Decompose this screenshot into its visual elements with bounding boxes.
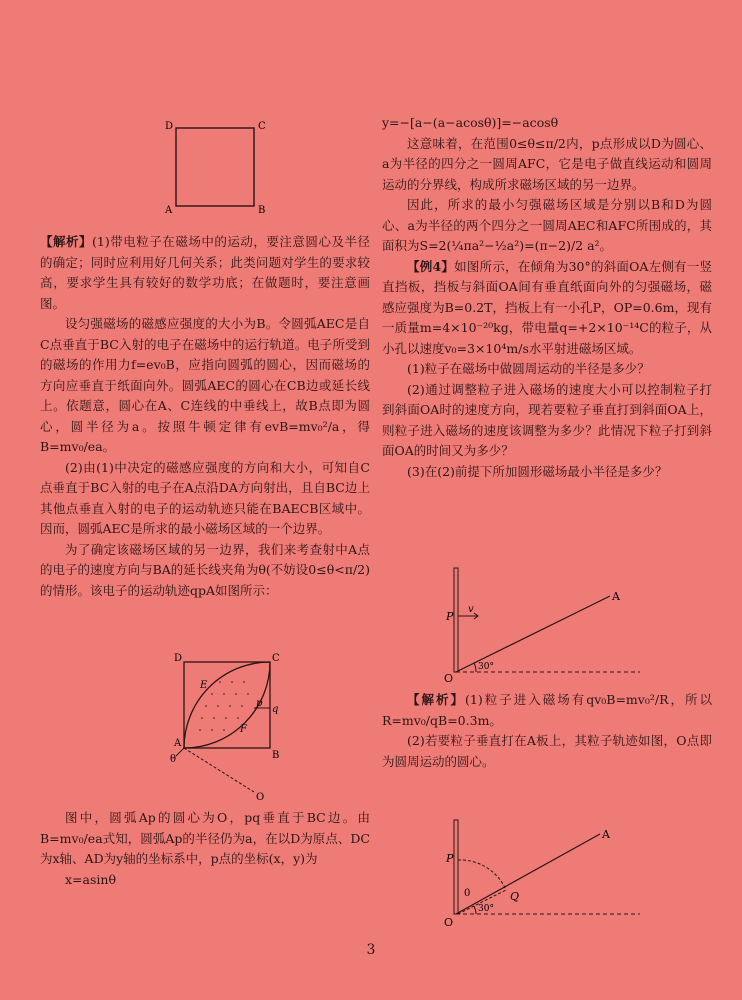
figure-square-dcba (160, 118, 270, 218)
paragraph-text: 这意味着，在范围0≤θ≤π/2内，p点形成以D为圆心、a为半径的四分之一圆周AFC，它是电子做直线运动和圆周运动的分界线，构成所求磁场区域的另一边界。 (382, 135, 712, 192)
paragraph-text: 因此，所求的最小匀强磁场区域是分别以B和D为圆心、a为半径的两个四分之一圆周AEC和AFC所围成的，其面积为S=2(¼πa²−½a²)=(π−2)/2 a²。 (382, 197, 712, 253)
section-tag: 【例4】 (407, 258, 455, 274)
label-p: P (446, 852, 454, 865)
paragraph-text: (2)由(1)中决定的磁感应强度的方向和大小，可知自C点垂直于BC入射的电子在A点沿DA方向射出，且自BC边上其他点垂直入射的电子的运动轨迹只能在BAECB区域中。因而，圆弧AEC是所求的最小磁场区域的一个边界。 (40, 459, 370, 536)
paragraph-text: (2)通过调整粒子进入磁场的速度大小可以控制粒子打到斜面OA时的速度方向，现若要粒子垂直打到斜面OA上，则粒子进入磁场的速度该调整为多少？此情况下粒子打到斜面OA的时间又为多少？ (382, 381, 712, 458)
left-text-block (40, 232, 370, 601)
label-a: A (165, 205, 173, 216)
paragraph (382, 195, 712, 257)
label-b: B (258, 205, 266, 216)
paragraph (40, 540, 370, 602)
label-q: Q (510, 890, 520, 903)
label-zero: 0 (464, 888, 471, 899)
label-v: v (468, 604, 474, 615)
label-d: D (165, 121, 174, 132)
paragraph-text: x=asinθ (65, 871, 116, 887)
section-tag: 【解析】 (407, 692, 465, 707)
paragraph (382, 134, 712, 196)
paragraph (40, 870, 370, 891)
paragraph-text: (3)在(2)前提下所加圆形磁场最小半径是多少？ (407, 463, 668, 479)
paragraph (40, 458, 370, 540)
figure-incline-barrier (440, 566, 670, 686)
left-column-bottom (40, 808, 370, 890)
paragraph (382, 380, 712, 462)
label-angle: 30° (478, 904, 494, 914)
label-theta: θ (170, 754, 177, 765)
label-e: E (200, 680, 208, 691)
figure-perpendicular-hit (440, 818, 670, 930)
label-p: p (256, 698, 263, 709)
paragraph-text: 为了确定该磁场区域的另一边界，我们来考查射中A点的电子的速度方向与BA的延长线夹角为θ(不妨设0≤θ<π/2)的情形。该电子的运动轨迹qpA如图所示： (40, 541, 370, 598)
paragraph-text: 如图所示，在倾角为30°的斜面OA左侧有一竖直挡板，挡板与斜面OA间有垂直纸面向外的匀强磁场，磁感应强度为B=0.2T，挡板上有一小孔P，OP=0.6m，现有一质量m=4×10⁻²⁰kg，带电量q=+2×10⁻¹⁴C的粒子，从小孔以速度v₀=3×10⁴m/s水平射进磁场区域。 (382, 258, 713, 356)
page-number: 3 (366, 942, 376, 958)
paragraph (40, 232, 370, 314)
label-c: C (272, 653, 280, 664)
label-o: O (444, 672, 454, 685)
paragraph-text: 图中，圆弧Ap的圆心为O，pq垂直于BC边。由B=mv₀/ea式知，圆弧Ap的半径仍为a，在以D为原点、DC为x轴、AD为y轴的坐标系中，p点的坐标(x，y)为 (40, 810, 370, 866)
paragraph-text: (1)粒子在磁场中做圆周运动的半径是多少？ (407, 361, 650, 376)
label-a: A (612, 590, 620, 603)
label-q: q (272, 704, 279, 715)
label-b: B (272, 750, 280, 761)
label-o: O (256, 792, 265, 802)
label-o: O (444, 916, 454, 929)
paragraph (40, 808, 370, 870)
right-column (382, 113, 712, 482)
paragraph-text: 设匀强磁场的磁感应强度的大小为B。令圆弧AEC是自C点垂直于BC入射的电子在磁场中的运行轨道。电子所受到的磁场的作用力f=ev₀B，应指向圆弧的圆心，因而磁场的方向应垂直于纸面向外。圆弧AEC的圆心在CB边或延长线上。依题意，圆心在A、C连线的中垂线上，故B点即为圆心，圆半径为a。按照牛顿定律有evB=mv₀²/a，得B=mv₀/ea。 (40, 316, 370, 454)
paragraph (382, 359, 712, 380)
label-f: F (240, 724, 247, 735)
label-c: C (258, 121, 266, 132)
paragraph-text: (1)带电粒子在磁场中的运动，要注意圆心及半径的确定；同时应利用好几何关系；此类问题对学生的要求较高，要求学生具有较好的数学功底；在做题时，要注意画图。 (40, 234, 370, 311)
paragraph-text: y=−[a−(a−acosθ)]=−acosθ (382, 115, 559, 130)
paragraph-text: (1)粒子进入磁场有qv₀B=mv₀²/R，所以R=mv₀/qB=0.3m。 (382, 692, 712, 728)
right-solution-block (382, 690, 712, 772)
paragraph (382, 257, 712, 360)
paragraph (40, 314, 370, 458)
right-text-block (382, 113, 712, 482)
paragraph (382, 113, 712, 134)
figure-electron-trajectory (160, 652, 290, 802)
label-a: A (174, 738, 182, 749)
label-p: P (446, 610, 454, 623)
paragraph-text: (2)若要粒子垂直打在A板上，其粒子轨迹如图，O点即为圆周运动的圆心。 (382, 733, 712, 769)
paragraph (382, 731, 712, 772)
label-angle: 30° (478, 662, 494, 672)
label-a: A (602, 828, 610, 841)
left-text-after-figure (40, 808, 370, 890)
right-column-mid (382, 690, 712, 772)
paragraph (382, 462, 712, 483)
paragraph (382, 690, 712, 731)
label-d: D (174, 653, 183, 664)
left-column (40, 232, 370, 601)
section-tag: 【解析】 (40, 234, 93, 249)
